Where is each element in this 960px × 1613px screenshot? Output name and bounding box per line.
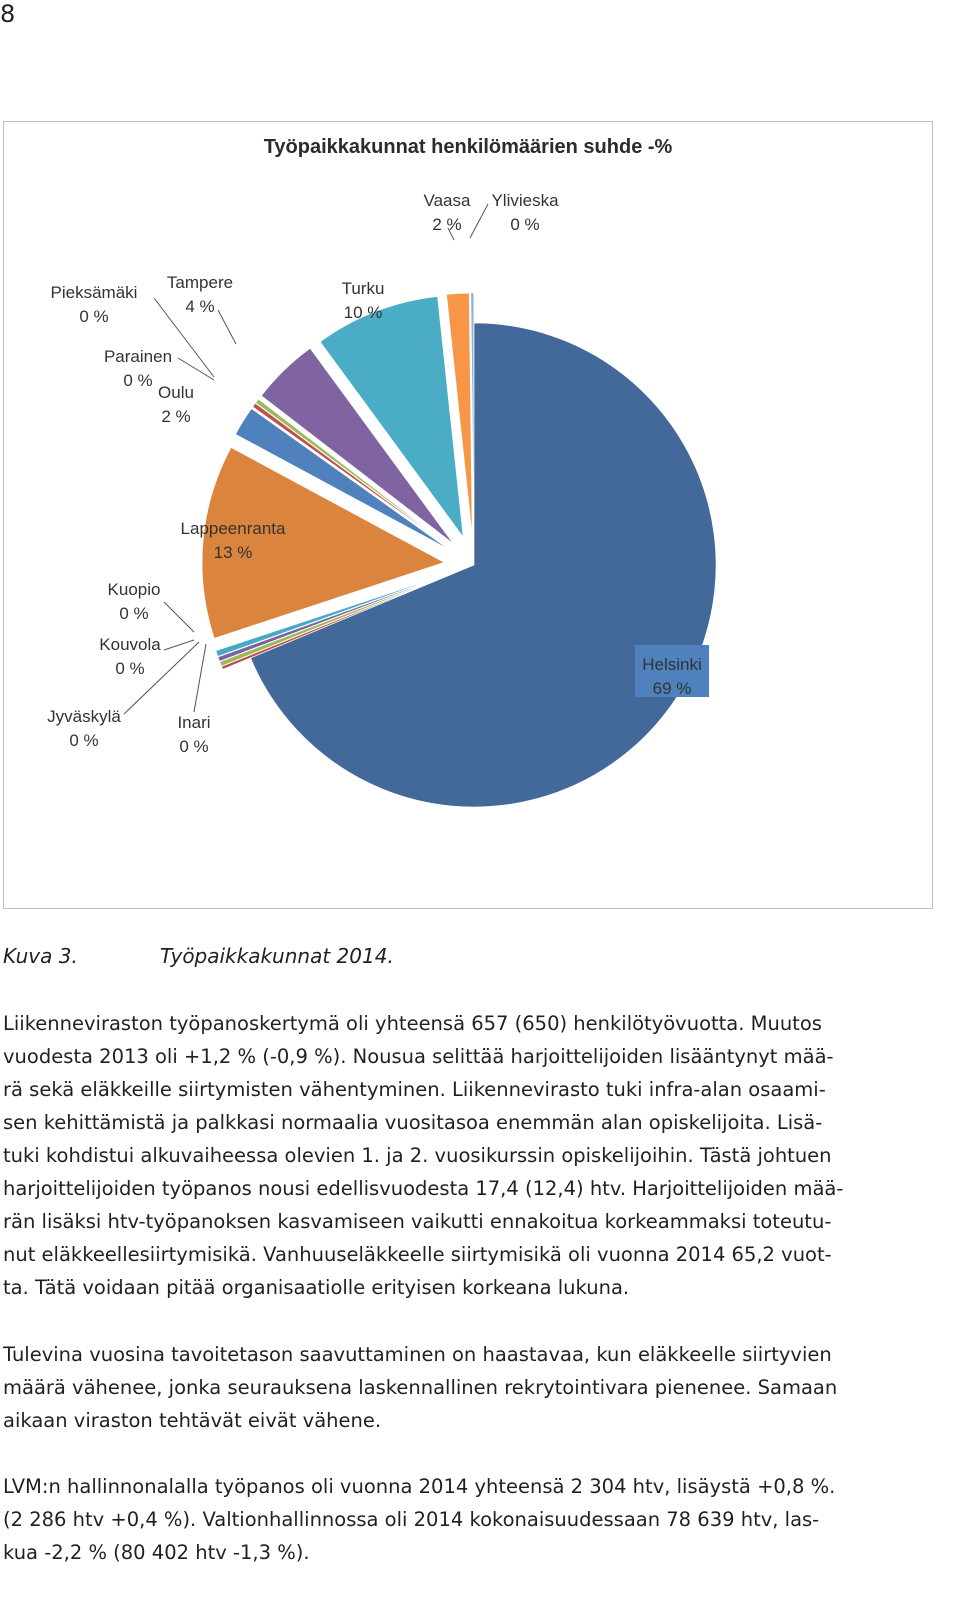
slice-label-helsinki: Helsinki (642, 655, 702, 674)
text-line: vuodesta 2013 oli +1,2 % (-0,9 %). Nousua selittää harjoittelijoiden lisääntynyt mää- (3, 1045, 834, 1068)
figure-chart-frame (3, 121, 933, 909)
text-line: (2 286 htv +0,4 %). Valtionhallinnossa oli 2014 kokonaisuudessaan 78 639 htv, las- (3, 1508, 820, 1531)
text-line: aikaan viraston tehtävät eivät vähene. (3, 1409, 382, 1432)
text-line: tuki kohdistui alkuvaiheessa olevien 1. ja 2. vuosikurssin opiskelijoihin. Tästä johtuen (3, 1144, 832, 1167)
paragraph-3 (3, 1470, 931, 1569)
slice-value-tampere: 4 % (185, 297, 215, 316)
leader-line-kuopio (164, 602, 194, 632)
slice-value-turku: 10 % (343, 303, 383, 322)
leader-line-tampere (218, 310, 236, 344)
text-line: harjoittelijoiden työpanos nousi edellisvuodesta 17,4 (12,4) htv. Harjoittelijoiden mää- (3, 1177, 844, 1200)
caption-text: Työpaikkakunnat 2014. (160, 944, 394, 968)
leader-line-inari (194, 644, 206, 712)
text-line: Liikenneviraston työpanoskertymä oli yhteensä 657 (650) henkilötyövuotta. Muutos (3, 1012, 822, 1035)
slice-label-pieksamaki: Pieksämäki (50, 283, 138, 302)
slice-value-helsinki: 69 % (652, 679, 692, 698)
slice-value-oulu: 2 % (161, 407, 191, 426)
text-line: nut eläkkeellesiirtymisikä. Vanhuuseläkkeelle siirtymisikä oli vuonna 2014 65,2 vuot- (3, 1243, 832, 1266)
slice-value-jyvaskyla: 0 % (69, 731, 99, 750)
slice-label-lappeenranta: Lappeenranta (180, 519, 286, 538)
slice-value-inari: 0 % (179, 737, 209, 756)
caption-number: Kuva 3. (3, 944, 78, 968)
pie-chart (4, 122, 931, 907)
leader-line-ylivieska (470, 204, 488, 238)
text-line: ta. Tätä voidaan pitää organisaatiolle erityisen korkeana lukuna. (3, 1276, 630, 1299)
text-line: määrä vähenee, jonka seurauksena laskennallinen rekrytointivara pienenee. Samaan (3, 1376, 838, 1399)
text-line: sen kehittämistä ja palkkasi normaalia vuositasoa enemmän alan opiskelijoita. Lisä- (3, 1111, 823, 1134)
leader-line-parainen (178, 358, 214, 380)
slice-label-jyvaskyla: Jyväskylä (47, 707, 121, 726)
slice-value-ylivieska: 0 % (510, 215, 540, 234)
slice-value-lappeenranta: 13 % (213, 543, 253, 562)
slice-label-kouvola: Kouvola (99, 635, 161, 654)
slice-value-pieksamaki: 0 % (79, 307, 109, 326)
chart-title: Työpaikkakunnat henkilömäärien suhde -% (263, 136, 673, 158)
text-line: kua -2,2 % (80 402 htv -1,3 %). (3, 1541, 310, 1564)
slice-value-kouvola: 0 % (115, 659, 145, 678)
page-number: 8 (0, 0, 16, 28)
leader-line-kouvola (164, 640, 194, 650)
slice-label-ylivieska: Ylivieska (491, 191, 559, 210)
slice-label-turku: Turku (341, 279, 385, 298)
slice-value-kuopio: 0 % (119, 604, 149, 623)
text-line: LVM:n hallinnonalalla työpanos oli vuonna 2014 yhteensä 2 304 htv, lisäystä +0,8 %. (3, 1475, 836, 1498)
slice-label-kuopio: Kuopio (107, 580, 161, 599)
slice-label-oulu: Oulu (158, 383, 194, 402)
slice-label-vaasa: Vaasa (423, 191, 471, 210)
paragraph-1 (3, 1007, 931, 1304)
slice-value-parainen: 0 % (123, 371, 153, 390)
paragraph-2 (3, 1338, 931, 1437)
figure-caption (3, 944, 394, 968)
slice-value-vaasa: 2 % (432, 215, 462, 234)
slice-label-inari: Inari (177, 713, 211, 732)
slice-label-parainen: Parainen (103, 347, 173, 366)
text-line: rän lisäksi htv-työpanoksen kasvamiseen vaikutti ennakoitua korkeammaksi toteutu- (3, 1210, 832, 1233)
text-line: rä sekä eläkkeille siirtymisten vähentyminen. Liikennevirasto tuki infra-alan osaami- (3, 1078, 826, 1101)
slice-label-tampere: Tampere (166, 273, 234, 292)
text-line: Tulevina vuosina tavoitetason saavuttaminen on haastavaa, kun eläkkeelle siirtyvien (3, 1343, 832, 1366)
